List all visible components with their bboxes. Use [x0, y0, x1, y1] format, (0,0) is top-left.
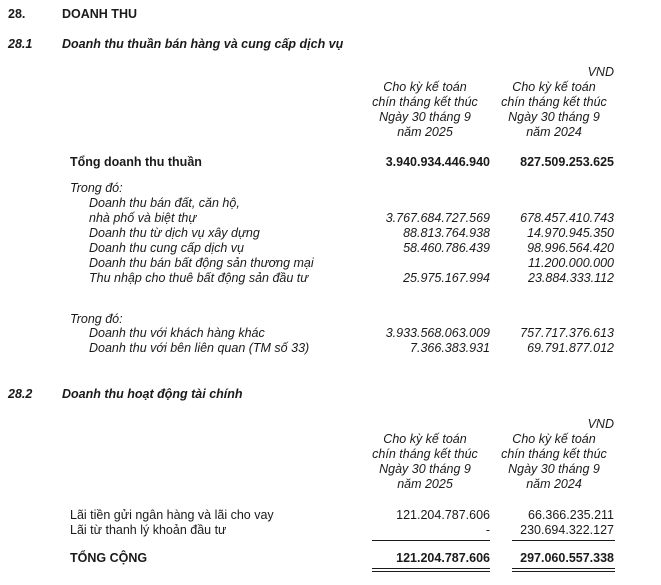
row-label: Doanh thu với khách hàng khác — [89, 326, 265, 340]
total-double-rule-2025 — [372, 571, 490, 572]
row-value-2025: 88.813.764.938 — [403, 226, 490, 240]
group-label: Trong đó: — [70, 312, 123, 326]
row-value-2025: - — [485, 523, 490, 537]
total-net-revenue-2025: 3.940.934.446.940 — [385, 155, 490, 169]
row-value-2025: 25.975.167.994 — [403, 271, 490, 285]
grand-total-2024: 297.060.557.338 — [520, 551, 614, 565]
total-double-rule-2024 — [512, 568, 615, 569]
total-net-revenue-label: Tổng doanh thu thuần — [70, 155, 202, 169]
row-value-2024: 230.694.322.127 — [520, 523, 614, 537]
row-value-2024: 678.457.410.743 — [520, 211, 614, 225]
row-value-2024: 98.996.564.420 — [527, 241, 614, 255]
subsection-2-title: Doanh thu hoạt động tài chính — [62, 387, 243, 401]
column-header-2024: Cho kỳ kế toán chín tháng kết thúc Ngày 30 tháng 9 năm 2024 — [501, 80, 607, 139]
currency-label: VND — [587, 65, 614, 79]
row-value-2025: 3.767.684.727.569 — [385, 211, 490, 225]
total-double-rule-2024 — [512, 571, 615, 572]
row-label: Thu nhập cho thuê bất động sản đầu tư — [89, 271, 309, 285]
row-value-2025: 3.933.568.063.009 — [385, 326, 490, 340]
row-value-2025: 121.204.787.606 — [396, 508, 490, 522]
total-top-rule-2025 — [372, 540, 490, 541]
row-value-2024: 69.791.877.012 — [527, 341, 614, 355]
section-number: 28. — [8, 7, 26, 21]
row-label: Lãi tiền gửi ngân hàng và lãi cho vay — [70, 508, 274, 522]
row-label: Doanh thu từ dịch vụ xây dựng — [89, 226, 260, 240]
row-value-2024: 23.884.333.112 — [528, 271, 614, 285]
total-net-revenue-2024: 827.509.253.625 — [520, 155, 614, 169]
row-value-2025: 7.366.383.931 — [410, 341, 490, 355]
row-value-2025: 58.460.786.439 — [403, 241, 490, 255]
column-header-2025: Cho kỳ kế toán chín tháng kết thúc Ngày 30 tháng 9 năm 2025 — [372, 80, 478, 139]
section-title: DOANH THU — [62, 7, 137, 21]
row-label: Doanh thu cung cấp dịch vụ — [89, 241, 244, 255]
row-label: Lãi từ thanh lý khoản đầu tư — [70, 523, 227, 537]
group-label: Trong đó: — [70, 181, 123, 195]
row-value-2024: 66.366.235.211 — [528, 508, 614, 522]
subsection-1-title: Doanh thu thuần bán hàng và cung cấp dịch vụ — [62, 37, 344, 51]
row-label: Doanh thu bán bất động sản thương mại — [89, 256, 314, 270]
grand-total-label: TỔNG CỘNG — [70, 551, 148, 565]
subsection-1-number: 28.1 — [8, 37, 33, 51]
currency-label: VND — [587, 417, 614, 431]
row-value-2024: 14.970.945.350 — [527, 226, 614, 240]
total-double-rule-2025 — [372, 568, 490, 569]
subsection-2-number: 28.2 — [8, 387, 33, 401]
grand-total-2025: 121.204.787.606 — [396, 551, 490, 565]
row-label-line-1: Doanh thu bán đất, căn hộ, — [89, 196, 240, 210]
total-top-rule-2024 — [512, 540, 615, 541]
row-label: nhà phố và biệt thự — [89, 211, 197, 225]
row-value-2024: 11.200.000.000 — [528, 256, 614, 270]
row-label: Doanh thu với bên liên quan (TM số 33) — [89, 341, 310, 355]
column-header-2025: Cho kỳ kế toán chín tháng kết thúc Ngày 30 tháng 9 năm 2025 — [372, 432, 478, 491]
row-value-2024: 757.717.376.613 — [520, 326, 614, 340]
column-header-2024: Cho kỳ kế toán chín tháng kết thúc Ngày 30 tháng 9 năm 2024 — [501, 432, 607, 491]
